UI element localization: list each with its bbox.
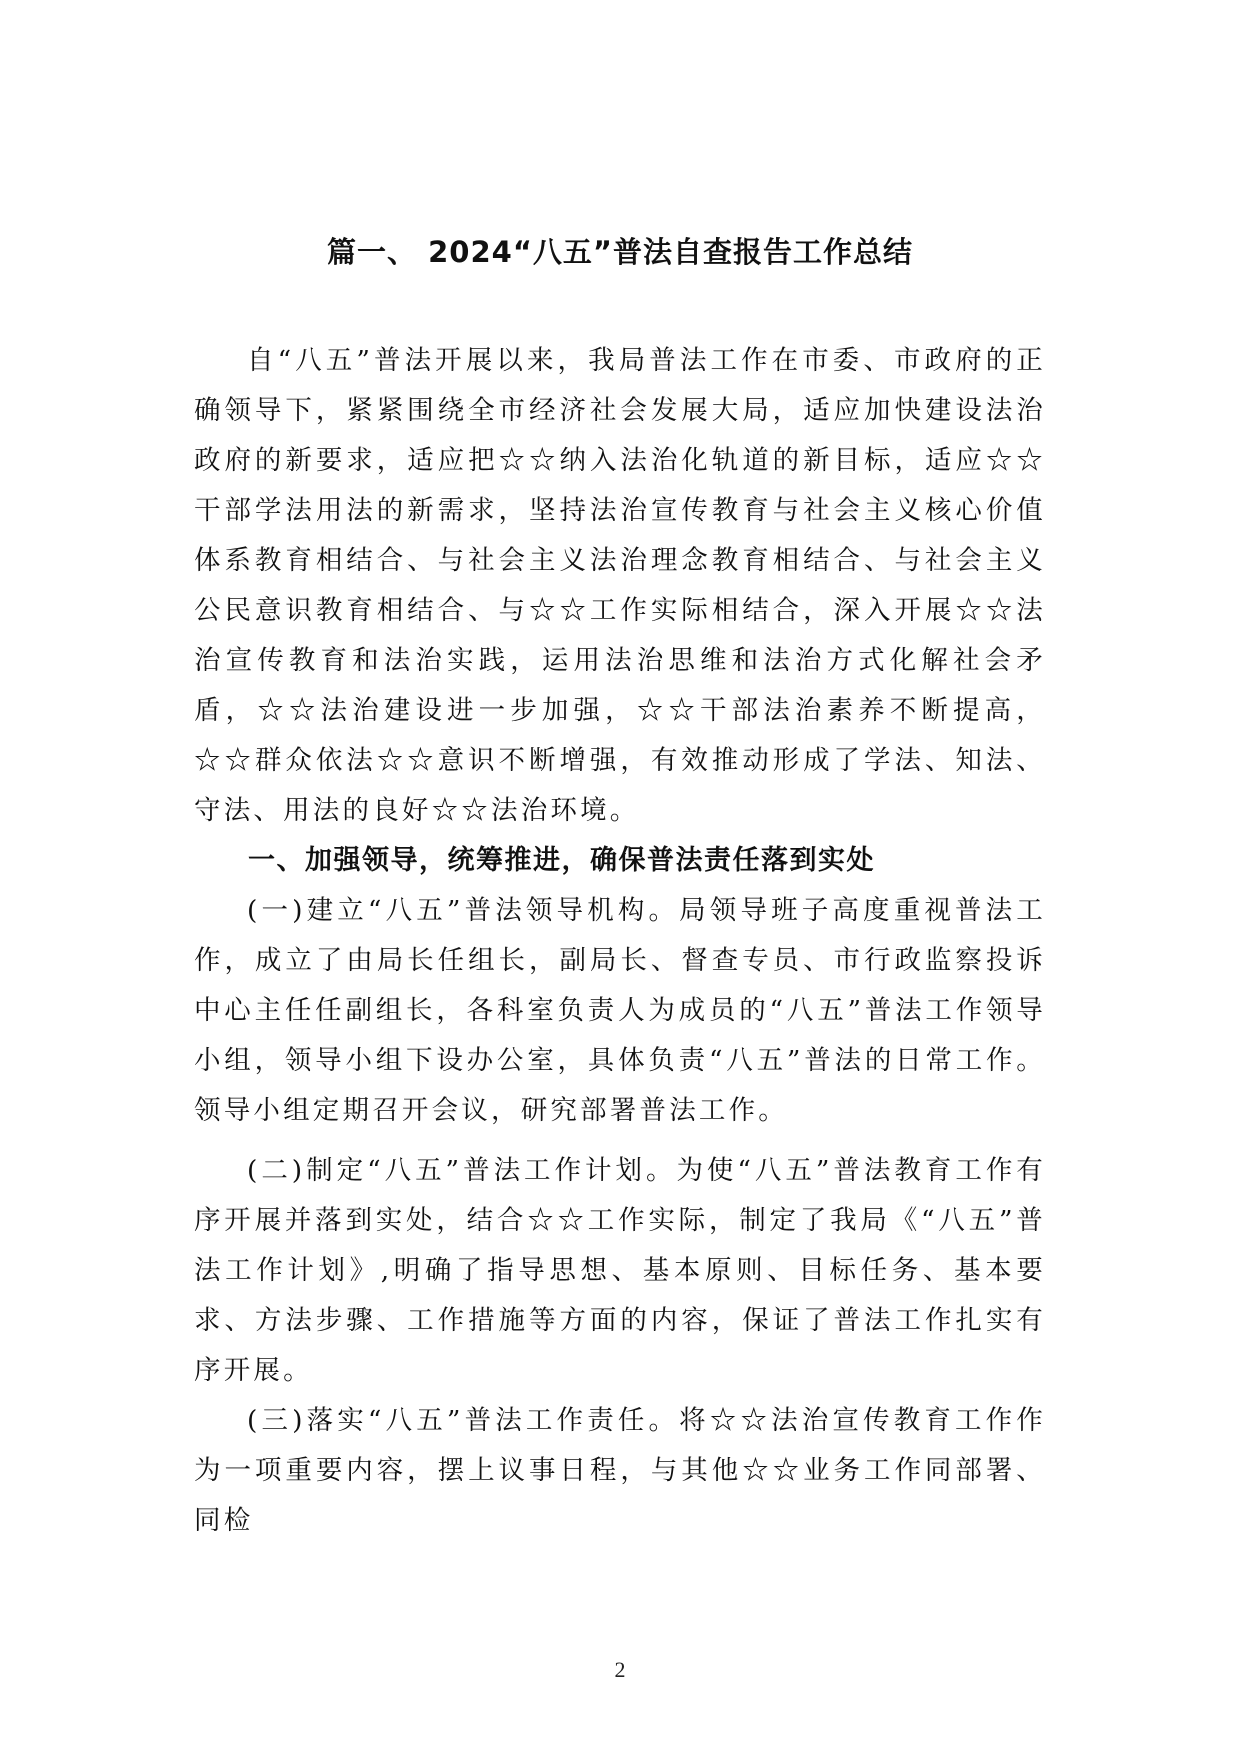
paragraph-item-3: (三)落实“八五”普法工作责任。将☆☆法治宣传教育工作作为一项重要内容，摆上议事日程，与其他☆☆业务工作同部署、同检 bbox=[194, 1405, 1046, 1536]
document-title: 篇一、 2024“八五”普法自查报告工作总结 bbox=[327, 235, 913, 269]
section-heading-1: 一、加强领导，统筹推进，确保普法责任落到实处 bbox=[248, 845, 875, 876]
page-number: 2 bbox=[614, 1657, 626, 1682]
paragraph-item-2: (二)制定“八五”普法工作计划。为使“八五”普法教育工作有序开展并落到实处，结合☆☆工作实际，制定了我局《“八五”普法工作计划》,明确了指导思想、基本原则、目标任务、基本要求、方法步骤、工作措施等方面的内容，保证了普法工作扎实有序开展。 bbox=[194, 1155, 1046, 1386]
paragraph-item-1: (一)建立“八五”普法领导机构。局领导班子高度重视普法工作，成立了由局长任组长，副局长、督查专员、市行政监察投诉中心主任任副组长，各科室负责人为成员的“八五”普法工作领导小组，领导小组下设办公室，具体负责“八五”普法的日常工作。领导小组定期召开会议，研究部署普法工作。 bbox=[194, 895, 1046, 1126]
document-body bbox=[194, 336, 1046, 1546]
intro-paragraph: 自“八五”普法开展以来，我局普法工作在市委、市政府的正确领导下，紧紧围绕全市经济社会发展大局，适应加快建设法治政府的新要求，适应把☆☆纳入法治化轨道的新目标，适应☆☆干部学法用法的新需求，坚持法治宣传教育与社会主义核心价值体系教育相结合、与社会主义法治理念教育相结合、与社会主义公民意识教育相结合、与☆☆工作实际相结合，深入开展☆☆法治宣传教育和法治实践，运用法治思维和法治方式化解社会矛盾，☆☆法治建设进一步加强，☆☆干部法治素养不断提高，☆☆群众依法☆☆意识不断增强，有效推动形成了学法、知法、守法、用法的良好☆☆法治环境。 bbox=[194, 345, 1046, 826]
